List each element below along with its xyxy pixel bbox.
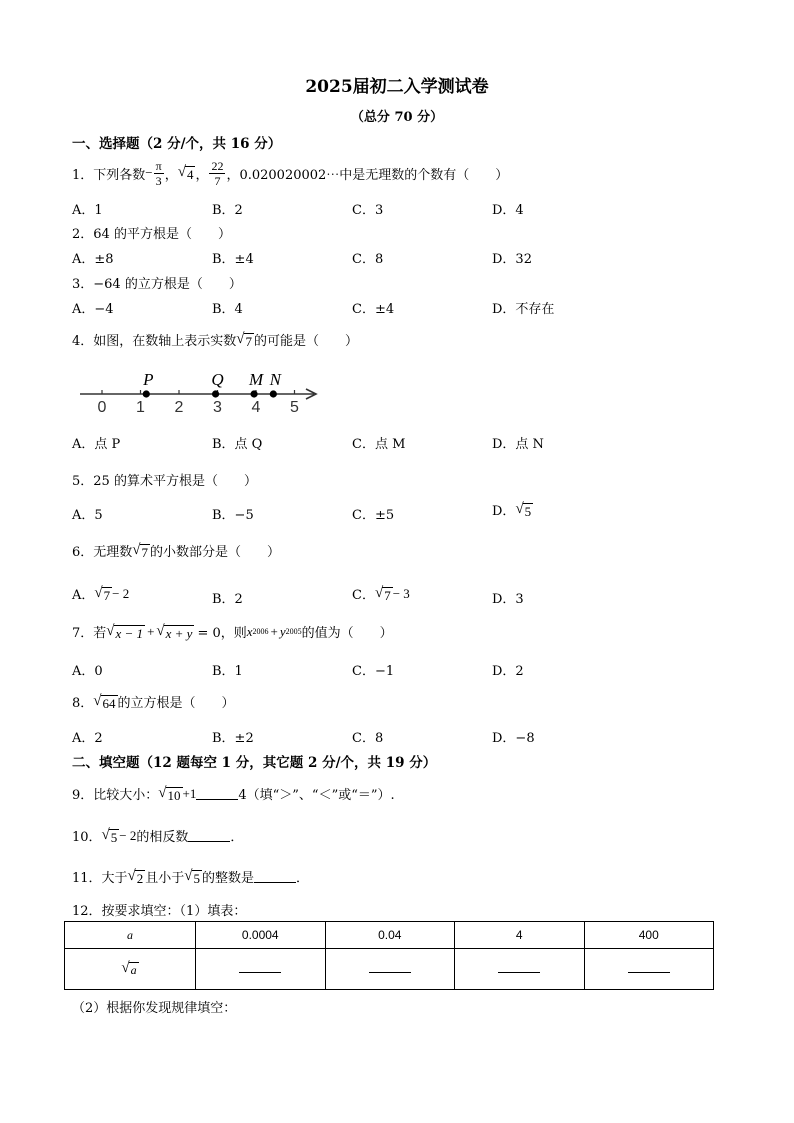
radical-icon: √ <box>374 584 384 601</box>
table-cell-blank[interactable] <box>196 949 326 990</box>
question-5 <box>72 470 257 489</box>
q9-plus1: +1 <box>182 785 197 801</box>
q7-sqrt-1 <box>106 623 145 641</box>
radical-icon: √ <box>158 784 167 801</box>
q8-option-b[interactable]: B．±2 <box>212 731 254 746</box>
section-choice-title: 一、选择题（2 分/个，共 16 分） <box>72 136 282 152</box>
table-cell-blank[interactable] <box>584 949 714 990</box>
question-12: 12．按要求填空：（1）填表： <box>72 904 247 919</box>
sqrt-a <box>121 960 138 978</box>
axis-point-p <box>143 390 150 397</box>
q1-fraction-pi-3 <box>154 159 164 188</box>
q6-sqrt-7 <box>132 542 150 560</box>
q7-exp1: 2006 <box>252 627 269 636</box>
q6-option-a-label: A． <box>72 588 95 603</box>
q11-sqrt-2 <box>128 868 146 886</box>
axis-tick-label: 5 <box>290 399 299 416</box>
q9-answer-blank[interactable] <box>196 787 238 800</box>
radical-icon: √ <box>236 330 245 347</box>
table-cell-blank[interactable] <box>325 949 455 990</box>
q9-prefix: 9．比较大小： <box>72 788 159 803</box>
q8-sqrt-64 <box>93 693 117 711</box>
q10-prefix: 10． <box>72 830 102 845</box>
axis-tick-label: 3 <box>213 399 222 416</box>
q3-option-d[interactable]: D．不存在 <box>492 302 555 317</box>
q1-minus: − <box>145 165 153 180</box>
q6-option-c-sqrt <box>375 585 393 603</box>
q1-7: 7 <box>214 173 221 188</box>
axis-tick-label: 2 <box>174 399 184 416</box>
q5-text: 5．25 的算术平方根是（ ） <box>72 474 257 489</box>
q3-option-c[interactable]: C．±4 <box>352 302 395 317</box>
q6-option-a-radicand: 7 <box>103 587 111 603</box>
axis-point-m <box>250 390 257 397</box>
q9-suffix: 4（填“＞”、“＜”或“＝”）. <box>238 788 395 803</box>
radical-icon: √ <box>515 500 524 517</box>
question-11 <box>72 867 309 886</box>
q1-comma-2: ， <box>195 167 209 183</box>
q5-option-b[interactable]: B．−5 <box>212 508 254 523</box>
q11-mid: 且小于 <box>145 871 185 886</box>
table-cell-blank[interactable] <box>455 949 585 990</box>
q4-suffix: 的可能是（ ） <box>254 334 359 349</box>
q1-pi: π <box>155 158 162 173</box>
q6-prefix: 6．无理数 <box>72 545 133 560</box>
radical-icon: √ <box>93 692 102 709</box>
q6-option-a[interactable] <box>72 584 129 603</box>
q5-option-d-sqrt <box>515 501 533 519</box>
q8-option-d[interactable]: D．−8 <box>492 731 535 746</box>
q10-radicand: 5 <box>110 829 118 845</box>
q12-table <box>64 921 714 990</box>
table-header-a <box>65 922 196 949</box>
q6-option-c-label: C． <box>352 588 375 603</box>
q6-option-b[interactable]: B．2 <box>212 592 243 607</box>
q7-plus: + <box>147 623 155 639</box>
answer-blank[interactable] <box>239 971 281 973</box>
answer-blank[interactable] <box>369 971 411 973</box>
q2-option-c[interactable]: C．8 <box>352 252 384 267</box>
axis-point-label: M <box>248 370 264 389</box>
q7-option-a[interactable]: A．0 <box>72 664 103 679</box>
q6-suffix: 的小数部分是（ ） <box>150 545 281 560</box>
radical-icon: √ <box>101 826 110 843</box>
q7-option-b[interactable]: B．1 <box>212 664 243 679</box>
q8-prefix: 8． <box>72 696 94 711</box>
q6-radicand: 7 <box>141 544 149 560</box>
table-row <box>65 949 714 990</box>
q6-option-c-suffix: − 3 <box>392 585 410 601</box>
q6-option-c[interactable] <box>352 584 410 603</box>
number-line-figure <box>72 364 332 420</box>
sqrt-a-radicand: a <box>130 963 137 977</box>
q7-eq: = 0，则 <box>197 626 247 641</box>
question-1 <box>72 155 508 191</box>
q7-y: y <box>279 623 286 639</box>
radical-icon: √ <box>184 867 193 884</box>
table-cell-value: 4 <box>455 922 585 949</box>
section-fill-title: 二、填空题（12 题每空 1 分，其它题 2 分/个，共 19 分） <box>72 755 437 771</box>
q11-sqrt-5 <box>184 868 202 886</box>
q4-sqrt-7 <box>236 331 254 349</box>
question-4 <box>72 330 358 349</box>
q1-rest: ，0.020020002⋯中是无理数的个数有（ ） <box>226 167 509 183</box>
q3-option-a[interactable]: A．−4 <box>72 302 114 317</box>
question-9 <box>72 784 395 803</box>
number-line <box>80 370 316 416</box>
q7-radicand-1: x − 1 <box>115 625 144 641</box>
question-7 <box>72 622 393 641</box>
q6-option-c-radicand: 7 <box>384 587 391 603</box>
q5-option-a[interactable]: A．5 <box>72 508 103 523</box>
axis-point-label: P <box>143 370 154 389</box>
q1-option-b[interactable]: B．2 <box>212 203 243 218</box>
q1-option-d[interactable]: D．4 <box>492 203 524 218</box>
axis-tick-label: 0 <box>97 399 107 416</box>
q10-sqrt-5 <box>102 827 120 845</box>
radical-icon: √ <box>94 584 103 601</box>
q4-radicand: 7 <box>245 333 253 349</box>
axis-point-q <box>212 390 219 397</box>
q11-answer-blank[interactable] <box>254 870 296 883</box>
q1-sqrt-4 <box>178 164 196 182</box>
q2-option-b[interactable]: B．±4 <box>212 252 254 267</box>
q4-option-a[interactable]: A．点 P <box>72 437 121 452</box>
q7-suffix: 的值为（ ） <box>301 626 393 641</box>
q2-option-d[interactable]: D．32 <box>492 252 532 267</box>
q10-suffix: 的相反数 <box>136 830 189 845</box>
question-6 <box>72 541 280 560</box>
q7-plus2: + <box>270 623 278 639</box>
question-8 <box>72 692 235 711</box>
q11-end: ． <box>296 871 310 886</box>
q3-option-b[interactable]: B．4 <box>212 302 243 317</box>
q11-suffix: 的整数是 <box>202 871 255 886</box>
q6-option-a-sqrt <box>94 585 112 603</box>
table-cell-value: 0.04 <box>325 922 455 949</box>
q7-option-c[interactable]: C．−1 <box>352 664 395 679</box>
q6-option-a-suffix: − 2 <box>112 585 130 601</box>
q7-option-d[interactable]: D．2 <box>492 664 524 679</box>
q10-answer-blank[interactable] <box>188 829 230 842</box>
table-cell-value: 0.0004 <box>196 922 326 949</box>
q1-22: 22 <box>211 158 224 173</box>
q1-option-c[interactable]: C．3 <box>352 203 384 218</box>
axis-point-n <box>270 390 277 397</box>
axis-point-label: N <box>269 370 281 389</box>
q5-option-c[interactable]: C．±5 <box>352 508 395 523</box>
q1-three: 3 <box>155 173 162 188</box>
q1-comma-1: ， <box>164 167 178 183</box>
table-cell-value: 400 <box>584 922 714 949</box>
q4-prefix: 4．如图，在数轴上表示实数 <box>72 334 237 349</box>
q5-option-d[interactable] <box>492 500 533 519</box>
answer-blank[interactable] <box>628 971 670 973</box>
q9-sqrt-10 <box>158 785 182 803</box>
q8-suffix: 的立方根是（ ） <box>117 696 235 711</box>
q5-option-d-radicand: 5 <box>524 503 532 519</box>
q7-prefix: 7．若 <box>72 626 107 641</box>
question-10 <box>72 826 243 845</box>
q10-minus2: − 2 <box>119 827 137 843</box>
q7-x: x <box>246 623 253 639</box>
page-subtitle: （总分 70 分） <box>350 110 444 125</box>
q11-radicand-1: 2 <box>136 870 144 886</box>
question-3: 3．−64 的立方根是（ ） <box>72 277 242 292</box>
q8-option-c[interactable]: C．8 <box>352 731 384 746</box>
q4-option-c[interactable]: C．点 M <box>352 437 406 452</box>
radical-icon: √ <box>156 622 165 639</box>
q1-fraction-22-7 <box>209 159 225 188</box>
q1-option-a[interactable]: A．1 <box>72 203 103 218</box>
table-header-sqrt-a <box>65 949 196 990</box>
page-title: 2025届初二入学测试卷 <box>305 77 489 97</box>
radical-icon: √ <box>127 867 136 884</box>
q2-option-a[interactable]: A．±8 <box>72 252 114 267</box>
q1-prefix: 1．下列各数 <box>72 167 146 183</box>
radical-icon: √ <box>177 164 186 180</box>
q10-end: ． <box>230 830 244 845</box>
q7-sqrt-2 <box>156 623 194 641</box>
q8-radicand: 64 <box>102 695 116 711</box>
question-2: 2．64 的平方根是（ ） <box>72 227 231 242</box>
q8-option-a[interactable]: A．2 <box>72 731 103 746</box>
axis-point-label: Q <box>211 370 224 389</box>
answer-blank[interactable] <box>498 971 540 973</box>
q11-prefix: 11．大于 <box>72 871 128 886</box>
q6-option-d[interactable]: D．3 <box>492 592 524 607</box>
radical-icon: √ <box>106 622 115 639</box>
q4-option-d[interactable]: D．点 N <box>492 437 544 452</box>
q7-radicand-2: x + y <box>165 625 193 641</box>
q11-radicand-2: 5 <box>193 870 201 886</box>
var-a: a <box>127 927 133 942</box>
q1-radicand: 4 <box>186 167 194 182</box>
q5-option-d-label: D． <box>492 504 516 519</box>
axis-tick-label: 4 <box>251 399 261 416</box>
table-row <box>65 922 714 949</box>
q12-part2: （2）根据你发现规律填空： <box>72 1001 237 1016</box>
q9-radicand: 10 <box>167 787 181 803</box>
axis-tick-label: 1 <box>136 399 145 416</box>
q7-exp2: 2005 <box>285 627 302 636</box>
q4-option-b[interactable]: B．点 Q <box>212 437 263 452</box>
radical-icon: √ <box>132 541 141 558</box>
radical-icon: √ <box>121 960 130 976</box>
